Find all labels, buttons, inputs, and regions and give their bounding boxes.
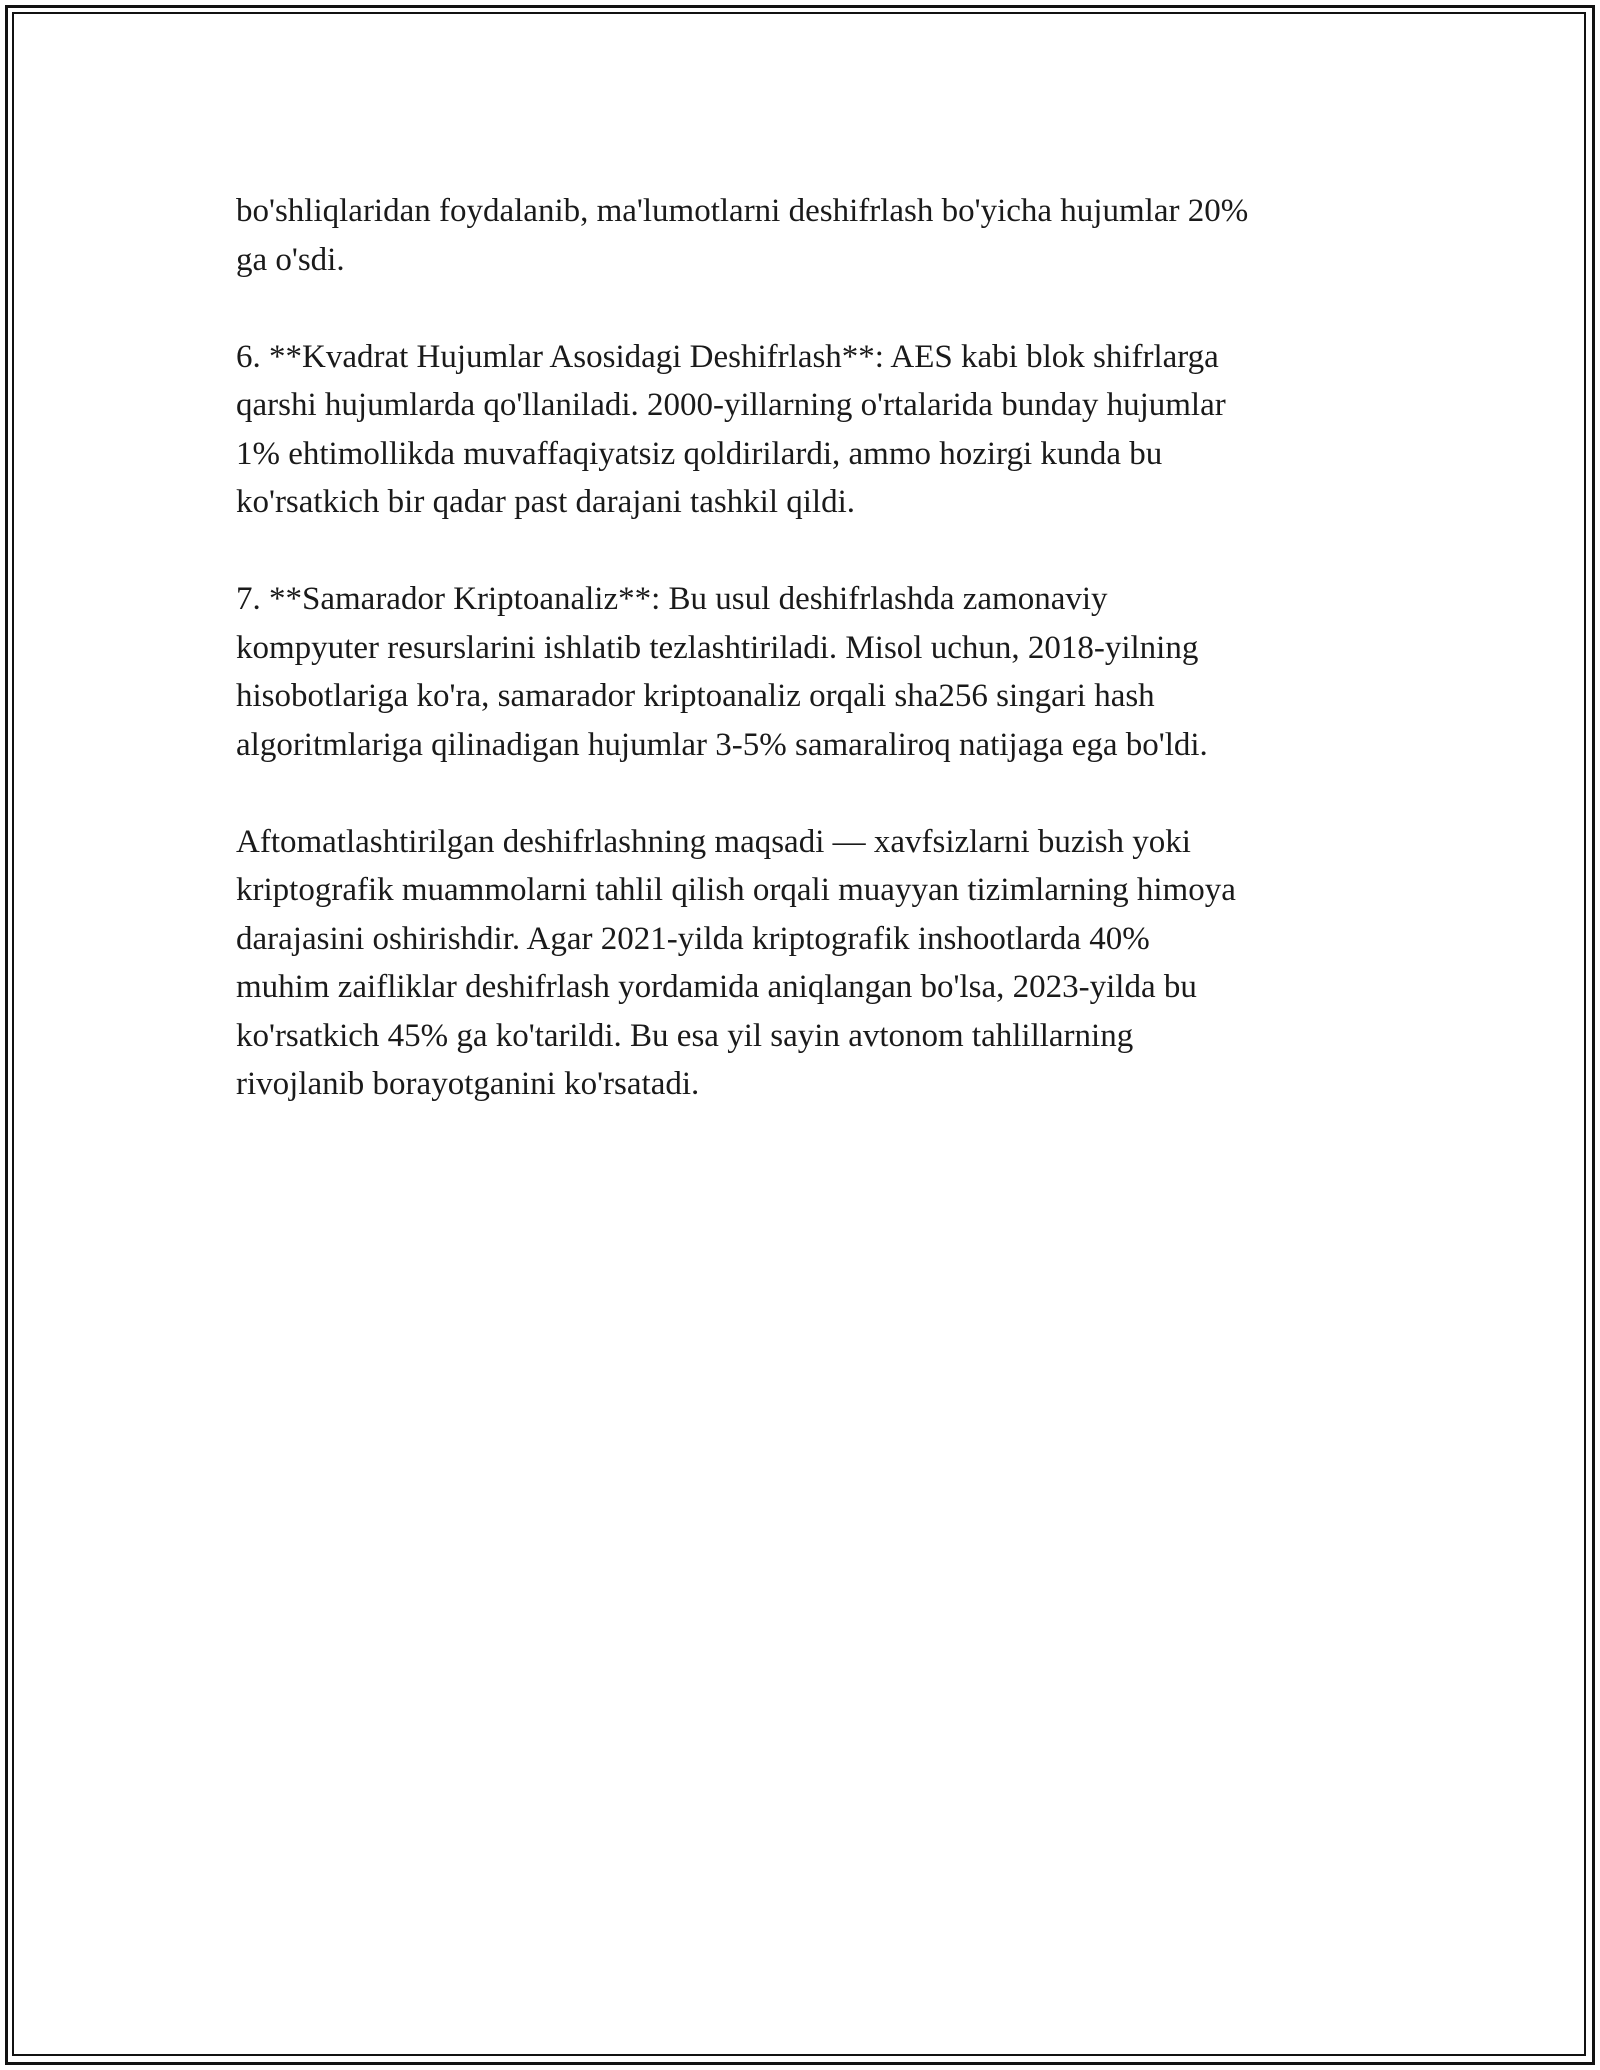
text-line: ko'rsatkich bir qadar past darajani tashkil qildi. [236,484,856,520]
text-line: qarshi hujumlarda qo'llaniladi. 2000-yillarning o'rtalarida bunday hujumlar [236,387,1226,423]
text-line: kriptografik muammolarni tahlil qilish orqali muayyan tizimlarning himoya [236,872,1236,908]
text-line: 1% ehtimollikda muvaffaqiyatsiz qoldirilardi, ammo hozirgi kunda bu [236,435,1163,472]
document-body [236,187,1376,1157]
text-line: 6. **Kvadrat Hujumlar Asosidagi Deshifrlash**: AES kabi blok shifrlarga [236,338,1219,375]
text-line: darajasini oshirishdir. Agar 2021-yilda kriptografik inshootlarda 40% [236,920,1150,957]
text-line: hisobotlariga ko'ra, samarador kriptoanaliz orqali sha256 singari hash [236,678,1155,714]
text-line: Aftomatlashtirilgan deshifrlashning maqsadi — xavfsizlarni buzish yoki [236,823,1191,860]
text-line: ga o'sdi. [236,241,345,278]
text-line: bo'shliqlaridan foydalanib, ma'lumotlarni deshifrlash bo'yicha hujumlar 20% [236,193,1249,229]
text-line: kompyuter resurslarini ishlatib tezlashtiriladi. Misol uchun, 2018-yilning [236,629,1199,666]
paragraph-conclusion [236,818,1376,1109]
paragraph-item-7 [236,575,1376,769]
text-line: rivojlanib borayotganini ko'rsatadi. [236,1066,700,1102]
text-line: muhim zaifliklar deshifrlash yordamida aniqlangan bo'lsa, 2023-yilda bu [236,969,1197,1005]
text-line: ko'rsatkich 45% ga ko'tarildi. Bu esa yil sayin avtonom tahlillarning [236,1017,1134,1054]
text-line: algoritmlariga qilinadigan hujumlar 3-5% samaraliroq natijaga ega bo'ldi. [236,726,1208,763]
paragraph-continuation [236,187,1376,284]
text-line: 7. **Samarador Kriptoanaliz**: Bu usul deshifrlashda zamonaviy [236,581,1108,617]
paragraph-item-6 [236,333,1376,527]
